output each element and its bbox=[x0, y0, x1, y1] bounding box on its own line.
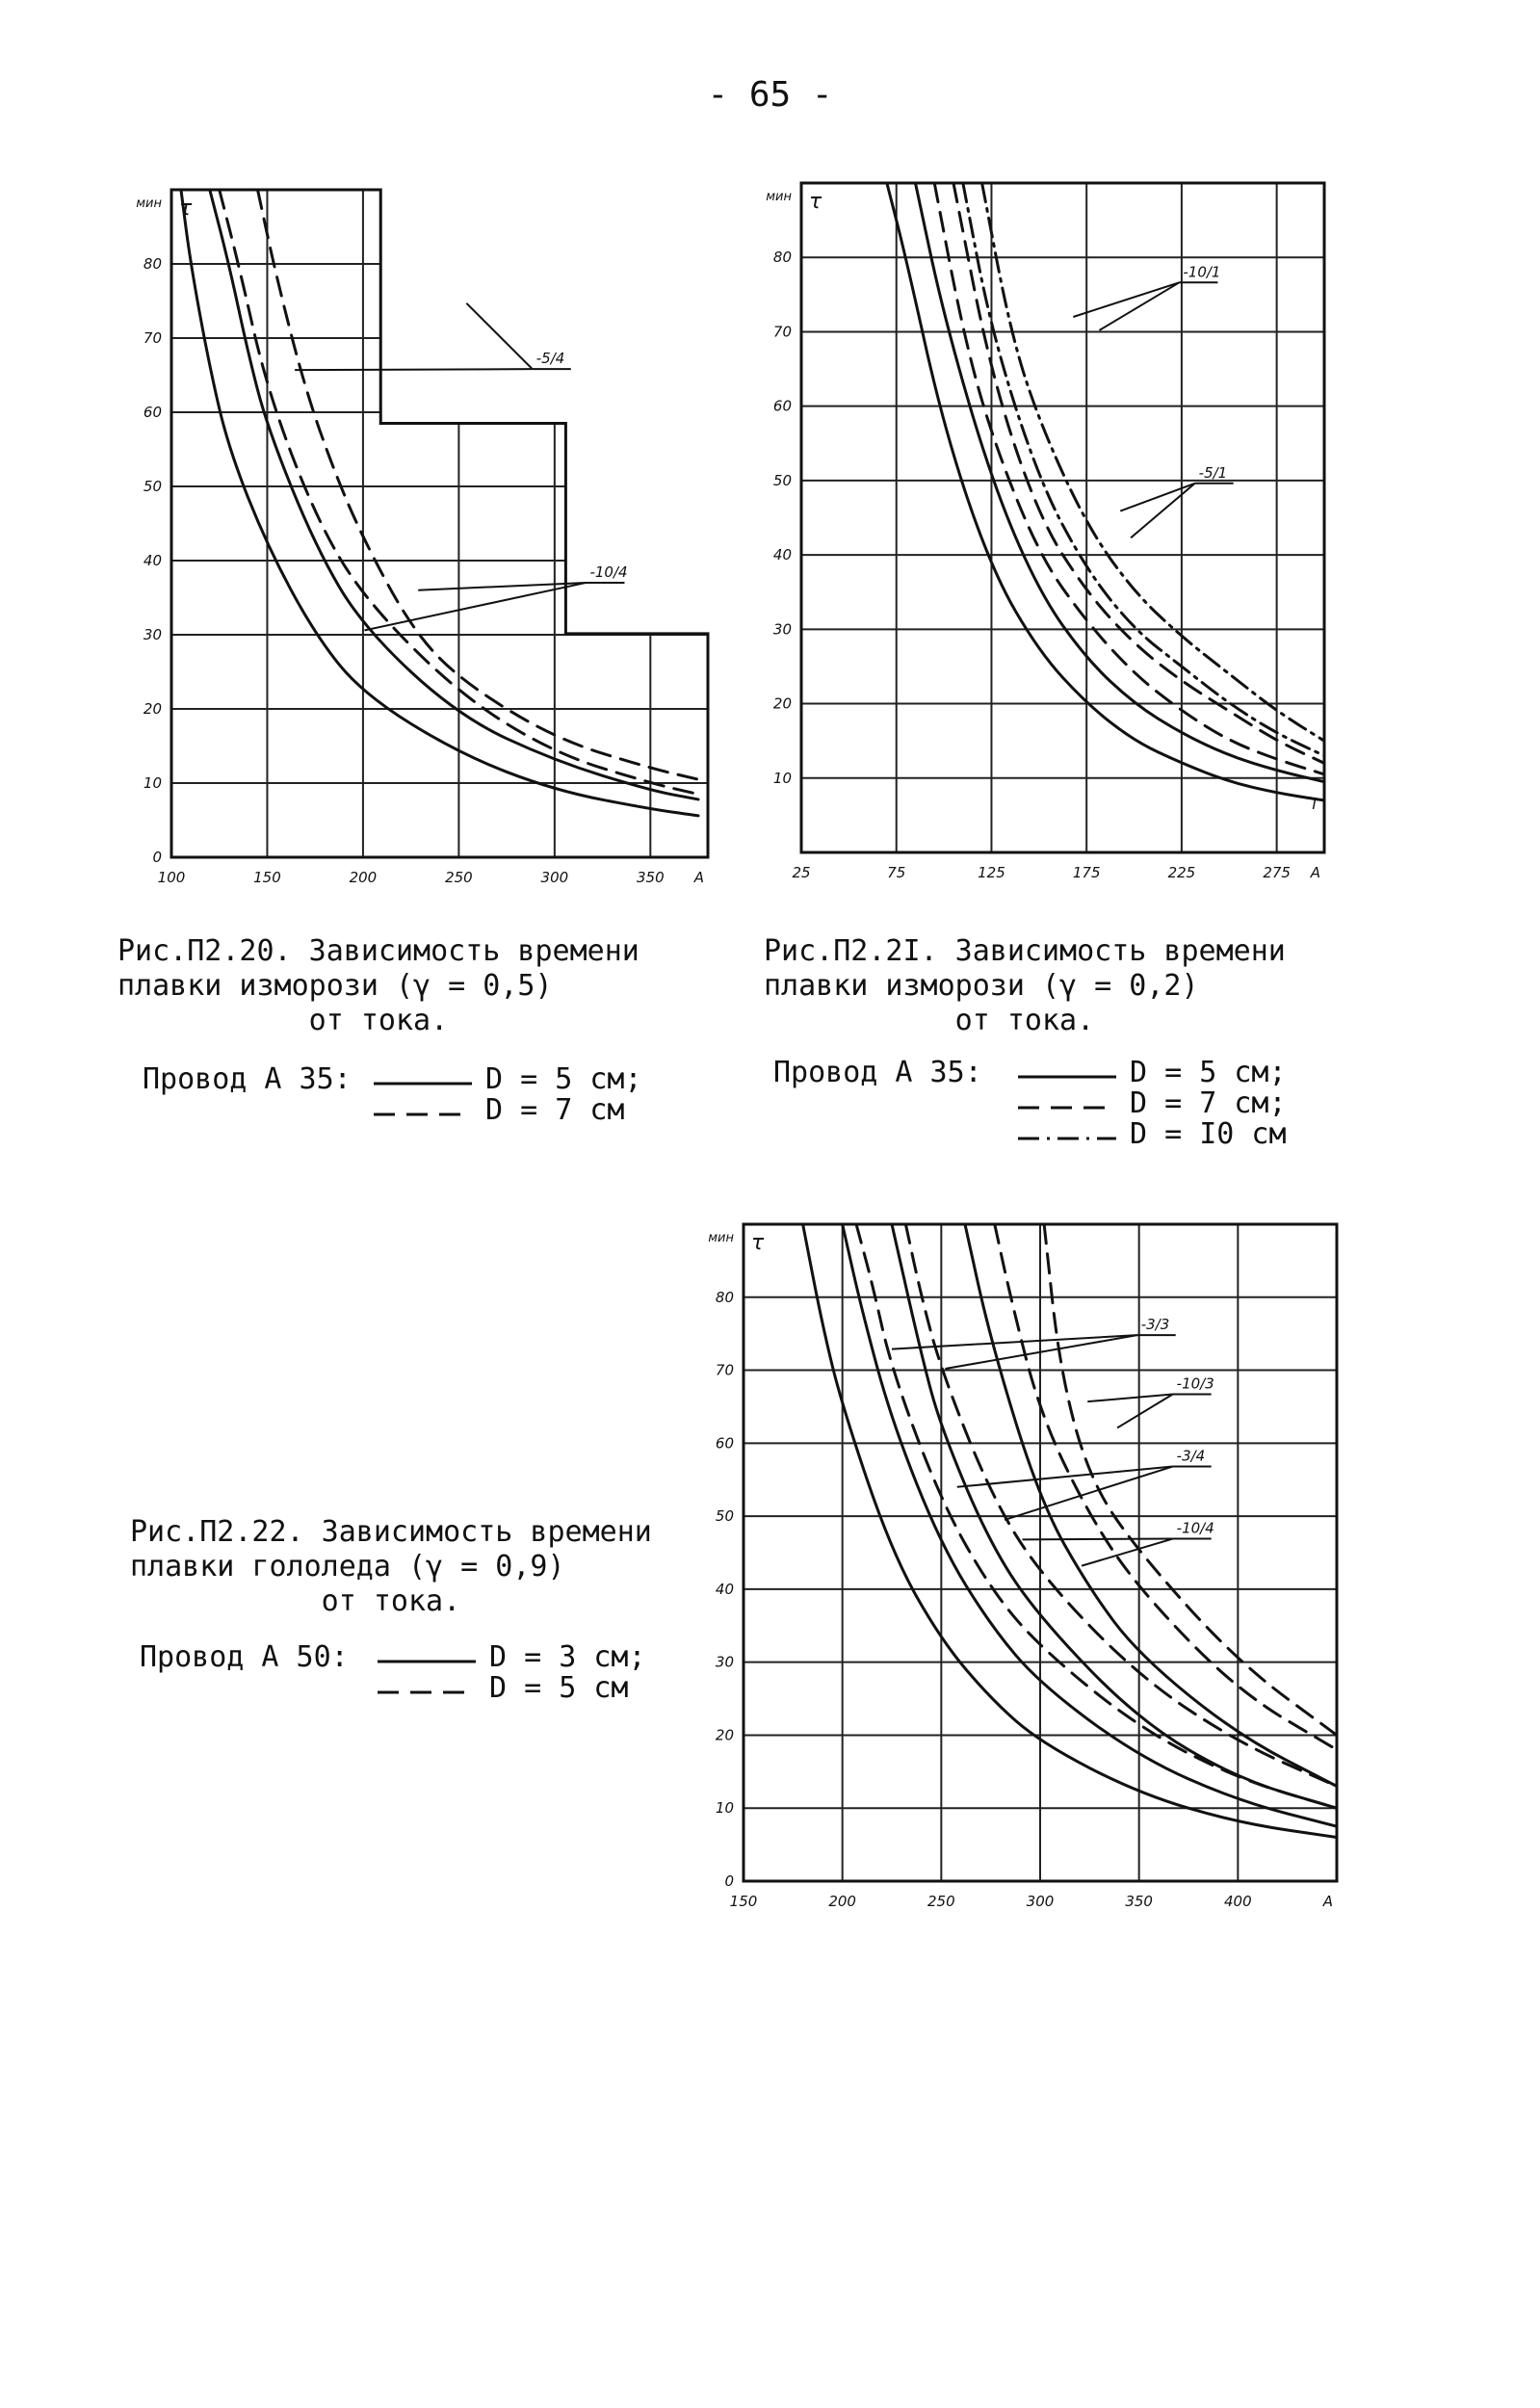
annotation-leader bbox=[1100, 282, 1180, 330]
y-tick-label: 20 bbox=[772, 694, 792, 713]
chart-fig-p2-21 bbox=[742, 173, 1348, 886]
legend-solid-line bbox=[372, 1070, 478, 1089]
y-axis-label: τ bbox=[751, 1231, 765, 1255]
caption-line: Рис.П2.2I. Зависимость времени bbox=[764, 934, 1286, 968]
x-axis-unit: А bbox=[693, 869, 704, 886]
legend-dashdot-line bbox=[1016, 1125, 1122, 1144]
chart-fig-p2-22 bbox=[708, 1209, 1358, 1931]
annotation-leader bbox=[1131, 484, 1195, 538]
legend-fig-p2-22 bbox=[140, 1642, 646, 1704]
series-line-solid bbox=[915, 183, 1324, 782]
legend-fig-p2-20 bbox=[143, 1064, 642, 1126]
legend-entry: D = 5 см bbox=[489, 1671, 629, 1705]
series-line-solid bbox=[181, 190, 698, 816]
series-line-solid bbox=[965, 1224, 1337, 1786]
series-line-solid bbox=[210, 190, 698, 799]
legend-entry: D = 7 см; bbox=[1130, 1086, 1287, 1120]
x-axis-unit: А bbox=[1322, 1893, 1333, 1910]
y-tick-label: 70 bbox=[143, 329, 162, 347]
caption-line: плавки гололеда (γ = 0,9) bbox=[130, 1550, 565, 1584]
x-tick-label: 75 bbox=[887, 864, 906, 881]
curve-annotation: -10/1 bbox=[1183, 263, 1221, 281]
y-tick-label: 70 bbox=[772, 323, 792, 341]
chart-0-svg bbox=[106, 178, 732, 896]
x-tick-label: 200 bbox=[828, 1893, 856, 1910]
x-tick-label: 150 bbox=[253, 869, 281, 886]
curve-annotation: -10/4 bbox=[1176, 1519, 1214, 1537]
y-tick-label: 50 bbox=[715, 1507, 734, 1526]
x-tick-label: 250 bbox=[445, 869, 473, 886]
curve-annotation: -3/4 bbox=[1176, 1447, 1206, 1465]
series-line-solid bbox=[803, 1224, 1337, 1838]
y-tick-label: 0 bbox=[724, 1872, 734, 1890]
curve-annotation: I bbox=[1312, 795, 1317, 813]
caption-line: Рис.П2.22. Зависимость времени bbox=[130, 1515, 652, 1549]
caption-line: Рис.П2.20. Зависимость времени bbox=[117, 934, 639, 968]
caption-line: от тока. bbox=[321, 1584, 461, 1618]
y-tick-label: 80 bbox=[715, 1288, 734, 1306]
x-tick-label: 175 bbox=[1072, 864, 1101, 881]
y-tick-label: 0 bbox=[152, 849, 162, 866]
y-tick-label: 10 bbox=[772, 769, 792, 787]
y-tick-label: 20 bbox=[143, 700, 162, 718]
annotation-leader bbox=[1082, 1539, 1173, 1566]
y-tick-label: 50 bbox=[772, 471, 792, 489]
caption-line: плавки изморози (γ = 0,2) bbox=[764, 969, 1199, 1003]
y-axis-unit: мин bbox=[136, 196, 162, 211]
x-tick-label: 350 bbox=[637, 869, 665, 886]
chart-grid bbox=[744, 1224, 1337, 1881]
legend-entry: D = 5 см; bbox=[485, 1062, 642, 1096]
legend-dashed-line bbox=[1016, 1094, 1122, 1113]
x-tick-label: 350 bbox=[1125, 1893, 1153, 1910]
y-tick-label: 30 bbox=[772, 620, 792, 639]
legend-entry: D = I0 см bbox=[1130, 1117, 1287, 1151]
y-tick-label: 40 bbox=[715, 1580, 734, 1598]
annotation-leader bbox=[1023, 1539, 1173, 1540]
plot-frame bbox=[801, 183, 1324, 852]
curve-annotation: -3/3 bbox=[1140, 1316, 1170, 1334]
annotation-leader bbox=[1087, 1395, 1172, 1402]
annotation-leader bbox=[365, 583, 587, 630]
y-tick-label: 20 bbox=[715, 1726, 734, 1744]
x-tick-label: 275 bbox=[1263, 864, 1291, 881]
caption-line: плавки изморози (γ = 0,5) bbox=[117, 969, 553, 1003]
legend-wire: Провод А 35: bbox=[143, 1062, 352, 1096]
x-tick-label: 25 bbox=[792, 864, 811, 881]
annotation-leader bbox=[1073, 282, 1179, 317]
legend-dashed-line bbox=[372, 1101, 478, 1120]
curve-annotation: -10/4 bbox=[589, 563, 628, 581]
y-axis-unit: мин bbox=[766, 190, 792, 204]
chart-1-svg bbox=[742, 173, 1348, 886]
legend-entry: D = 3 см; bbox=[489, 1640, 646, 1674]
y-tick-label: 60 bbox=[715, 1434, 734, 1453]
annotation-leader bbox=[1120, 484, 1194, 511]
chart-fig-p2-20 bbox=[106, 178, 732, 896]
y-tick-label: 40 bbox=[143, 552, 162, 569]
caption-line: от тока. bbox=[954, 1004, 1095, 1037]
chart-2-svg bbox=[708, 1209, 1358, 1931]
y-tick-label: 30 bbox=[143, 626, 162, 643]
y-tick-label: 80 bbox=[143, 255, 162, 273]
y-tick-label: 30 bbox=[715, 1653, 734, 1671]
x-tick-label: 225 bbox=[1167, 864, 1196, 881]
x-tick-label: 300 bbox=[1026, 1893, 1055, 1910]
x-tick-label: 150 bbox=[729, 1893, 758, 1910]
y-tick-label: 10 bbox=[715, 1799, 734, 1818]
legend-dashed-line bbox=[376, 1679, 482, 1698]
y-axis-unit: мин bbox=[708, 1231, 734, 1245]
x-tick-label: 125 bbox=[978, 864, 1005, 881]
x-tick-label: 100 bbox=[157, 869, 186, 886]
caption-fig-p2-20 bbox=[117, 934, 639, 1038]
caption-fig-p2-22 bbox=[130, 1515, 652, 1619]
x-tick-label: 250 bbox=[927, 1893, 955, 1910]
legend-fig-p2-21 bbox=[773, 1058, 1287, 1150]
series-line-dashed bbox=[258, 190, 699, 779]
chart-grid bbox=[171, 190, 708, 857]
plot-frame bbox=[171, 190, 708, 857]
series-group bbox=[181, 190, 698, 816]
x-tick-label: 200 bbox=[349, 869, 378, 886]
y-axis-label: τ bbox=[809, 190, 822, 214]
series-line-dashed bbox=[1044, 1224, 1337, 1735]
series-line-dashed bbox=[995, 1224, 1337, 1750]
series-group bbox=[887, 183, 1324, 800]
y-tick-label: 70 bbox=[715, 1361, 734, 1379]
y-tick-label: 10 bbox=[143, 774, 162, 792]
legend-solid-line bbox=[1016, 1063, 1122, 1083]
series-line-dashed bbox=[905, 1224, 1337, 1786]
y-tick-label: 40 bbox=[772, 546, 792, 564]
caption-fig-p2-21 bbox=[764, 934, 1286, 1038]
y-tick-label: 60 bbox=[772, 397, 792, 415]
x-axis-unit: А bbox=[1310, 864, 1320, 881]
series-line-dashdot bbox=[963, 183, 1324, 756]
curve-annotation: -5/1 bbox=[1198, 463, 1228, 482]
y-axis-label: τ bbox=[179, 196, 193, 221]
legend-wire: Провод А 35: bbox=[773, 1056, 982, 1089]
legend-entry: D = 5 см; bbox=[1130, 1056, 1287, 1089]
x-tick-label: 300 bbox=[540, 869, 569, 886]
curve-annotation: -5/4 bbox=[535, 350, 565, 368]
series-group bbox=[803, 1224, 1337, 1838]
x-tick-label: 400 bbox=[1224, 1893, 1252, 1910]
legend-entry: D = 7 см bbox=[485, 1093, 625, 1127]
annotation-leader bbox=[418, 583, 586, 590]
chart-grid bbox=[801, 183, 1324, 852]
legend-wire: Провод А 50: bbox=[140, 1640, 349, 1674]
page-number: - 65 - bbox=[707, 75, 833, 115]
annotation-leader bbox=[1117, 1395, 1173, 1428]
annotation-leader bbox=[466, 303, 532, 369]
annotation-leader bbox=[295, 369, 533, 370]
curve-annotation: -10/3 bbox=[1176, 1374, 1214, 1393]
caption-line: от тока. bbox=[308, 1004, 449, 1037]
y-tick-label: 80 bbox=[772, 249, 792, 267]
y-tick-label: 60 bbox=[143, 404, 162, 421]
y-tick-label: 50 bbox=[143, 478, 162, 495]
legend-solid-line bbox=[376, 1648, 482, 1667]
